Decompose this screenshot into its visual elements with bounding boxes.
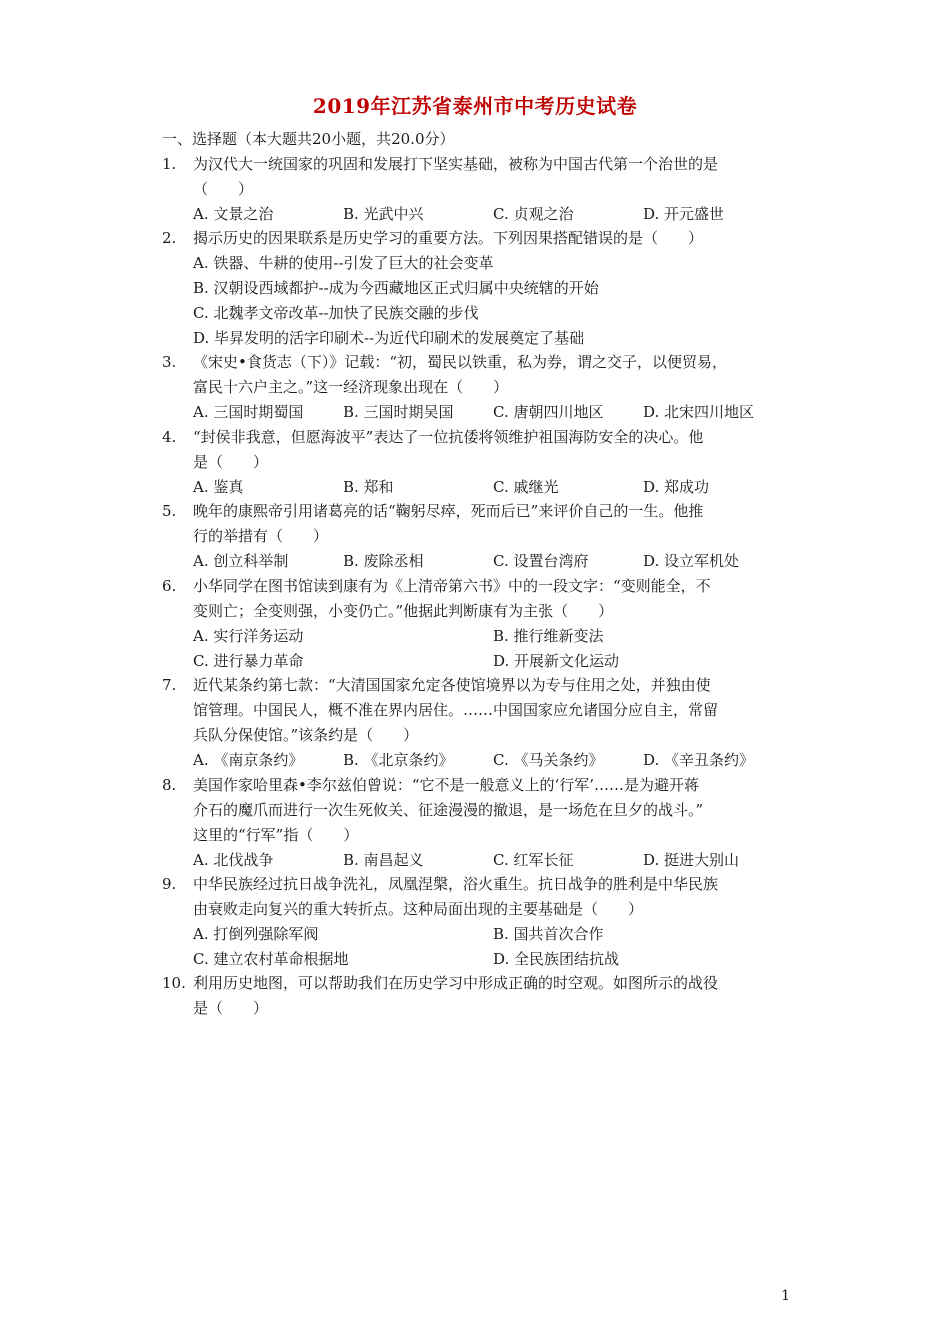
question-number: 4. (162, 428, 177, 446)
question (162, 574, 802, 674)
option-a: A. 北伐战争 (193, 851, 274, 869)
option-b: B. 光武中兴 (343, 205, 424, 223)
option-d: D. 开元盛世 (643, 205, 725, 223)
options-row (193, 649, 802, 674)
question-number: 2. (162, 229, 177, 247)
option-c: C. 唐朝四川地区 (493, 403, 604, 421)
question-number: 9. (162, 875, 177, 893)
option-d: D. 开展新文化运动 (493, 652, 620, 670)
options-row (193, 624, 802, 649)
question-line: “封侯非我意，但愿海波平”表达了一位抗倭将领维护祖国海防安全的决心。他 (193, 428, 704, 446)
question-line: 兵队分保使馆。”该条约是（ ） (193, 726, 419, 744)
option-d: D. 全民族团结抗战 (493, 950, 620, 968)
option-a: A. 鉴真 (193, 478, 244, 496)
option-b: B. 汉朝设西域都护--成为今西藏地区正式归属中央统辖的开始 (193, 279, 599, 297)
option-a: A. 创立科举制 (193, 552, 289, 570)
exam-title: 2019年江苏省泰州市中考历史试卷 (312, 94, 638, 118)
option-c: C. 戚继光 (493, 478, 559, 496)
options-row (193, 400, 802, 425)
question (162, 673, 802, 773)
question-number: 3. (162, 353, 177, 371)
option-b: B. 推行维新变法 (493, 627, 604, 645)
question (162, 872, 802, 972)
question (162, 425, 802, 500)
question-number: 8. (162, 776, 177, 794)
question-line: 利用历史地图，可以帮助我们在历史学习中形成正确的时空观。如图所示的战役 (193, 974, 719, 992)
option-b: B. 国共首次合作 (493, 925, 604, 943)
question (162, 773, 802, 873)
option-a: A. 《南京条约》 (193, 751, 304, 769)
option-c: C. 设置台湾府 (493, 552, 589, 570)
options-row (193, 848, 802, 873)
option-a: A. 三国时期蜀国 (193, 403, 304, 421)
option-c: C. 红军长征 (493, 851, 574, 869)
option-d: D. 设立军机处 (643, 552, 740, 570)
question-line: 馆管理。中国民人，概不准在界内居住。……中国国家应允诸国分应自主，常留 (193, 701, 719, 719)
option-a: A. 铁器、牛耕的使用--引发了巨大的社会变革 (193, 254, 494, 272)
question-line: 这里的“行军”指（ ） (193, 826, 359, 844)
question-line: 介石的魔爪而进行一次生死攸关、征途漫漫的撤退，是一场危在旦夕的战斗。” (193, 801, 704, 819)
option-d: D. 毕昇发明的活字印刷术--为近代印刷术的发展奠定了基础 (193, 329, 585, 347)
options-row (193, 251, 802, 276)
question-line: 中华民族经过抗日战争洗礼，凤凰涅槃，浴火重生。抗日战争的胜利是中华民族 (193, 875, 719, 893)
option-c: C. 《马关条约》 (493, 751, 604, 769)
question-line: 为汉代大一统国家的巩固和发展打下坚实基础，被称为中国古代第一个治世的是 (193, 155, 719, 173)
option-a: A. 实行洋务运动 (193, 627, 304, 645)
question-line: 富民十六户主之。”这一经济现象出现在（ ） (193, 378, 509, 396)
question-line: 是（ ） (193, 999, 269, 1017)
question-line: 美国作家哈里森•李尔兹伯曾说：“它不是一般意义上的‘行军’……是为避开蒋 (193, 776, 700, 794)
option-b: B. 废除丞相 (343, 552, 424, 570)
question-line: 揭示历史的因果联系是历史学习的重要方法。下列因果搭配错误的是（ ） (193, 229, 704, 247)
question (162, 499, 802, 574)
options-row (193, 748, 802, 773)
option-a: A. 打倒列强除军阀 (193, 925, 319, 943)
options-row (193, 475, 802, 500)
options-row (193, 276, 802, 301)
option-d: D. 北宋四川地区 (643, 403, 755, 421)
options-row (193, 922, 802, 947)
section-heading: 一、选择题（本大题共20小题，共20.0分） (162, 130, 455, 148)
option-c: C. 进行暴力革命 (193, 652, 304, 670)
option-c: C. 建立农村革命根据地 (193, 950, 349, 968)
question-line: 《宋史•食货志（下）》记载：“初，蜀民以铁重，私为券，谓之交子，以便贸易， (193, 353, 728, 371)
question-line: 晚年的康熙帝引用诸葛亮的话“鞠躬尽瘁，死而后已”来评价自己的一生。他推 (193, 502, 704, 520)
option-b: B. 三国时期吴国 (343, 403, 454, 421)
question-number: 10. (162, 974, 186, 992)
question-line: 由衰败走向复兴的重大转折点。这种局面出现的主要基础是（ ） (193, 900, 644, 918)
question-number: 5. (162, 502, 177, 520)
question-number: 7. (162, 676, 177, 694)
question (162, 350, 802, 425)
option-b: B. 《北京条约》 (343, 751, 454, 769)
option-d: D. 郑成功 (643, 478, 710, 496)
question-line: 是（ ） (193, 453, 269, 471)
question-line: 行的举措有（ ） (193, 527, 329, 545)
option-a: A. 文景之治 (193, 205, 274, 223)
options-row (193, 301, 802, 326)
question-line: 变则亡；全变则强，小变仍亡。”他据此判断康有为主张（ ） (193, 602, 614, 620)
option-d: D. 挺进大别山 (643, 851, 740, 869)
option-b: B. 郑和 (343, 478, 394, 496)
page-number: 1 (781, 1288, 790, 1304)
option-c: C. 北魏孝文帝改革--加快了民族交融的步伐 (193, 304, 479, 322)
options-row (193, 947, 802, 972)
options-row (193, 326, 802, 351)
question (162, 152, 802, 227)
question-number: 1. (162, 155, 177, 173)
options-row (193, 549, 802, 574)
question-line: 小华同学在图书馆读到康有为《上清帝第六书》中的一段文字：“变则能全，不 (193, 577, 711, 595)
question (162, 226, 802, 351)
question-line: 近代某条约第七款：“大清国国家允定各使馆境界以为专与住用之处，并独由使 (193, 676, 711, 694)
option-c: C. 贞观之治 (493, 205, 574, 223)
question-line: （ ） (193, 180, 254, 198)
question-number: 6. (162, 577, 177, 595)
option-d: D. 《辛丑条约》 (643, 751, 755, 769)
question (162, 971, 802, 1021)
option-b: B. 南昌起义 (343, 851, 424, 869)
options-row (193, 202, 802, 227)
